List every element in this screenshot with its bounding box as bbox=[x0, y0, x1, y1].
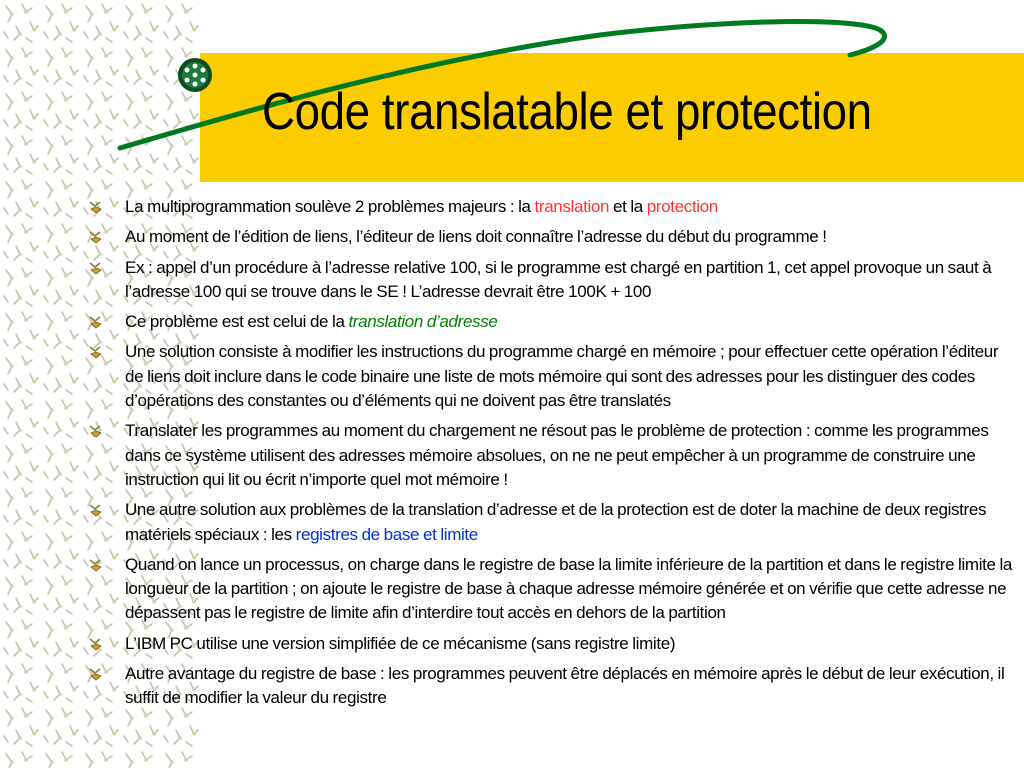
bullet-icon bbox=[88, 638, 104, 652]
slide-title: Code translatable et protection bbox=[262, 83, 872, 141]
bullet-text: Une solution consiste à modifier les instructions du programme chargé en mémoire ; pour effectuer cette opération l’éditeur de liens doit inclure dans le code binaire une liste de mots mémoire qui sont des adresses pour les distinguer des codes d’opérations des constantes ou d’éléments qui ne doivent pas être translatés bbox=[125, 342, 999, 411]
bullet-icon bbox=[88, 668, 104, 682]
bullet-icon bbox=[88, 346, 104, 360]
bullet-icon bbox=[88, 201, 104, 215]
bullet-text: Translater les programmes au moment du chargement ne résout pas le problème de protection : comme les programmes dans ce système utilisent des adresses mémoire absolues, on ne ne peut empêcher à un programme de construire une instruction qui lit ou écrit n’importe quel mot mémoire ! bbox=[125, 421, 989, 489]
highlighted-text: registres de base et limite bbox=[295, 524, 478, 544]
bullet-item bbox=[88, 419, 1018, 492]
bullet-text: Ex : appel d’un procédure à l’adresse relative 100, si le programme est chargé en partition 1, cet appel provoque un saut à l’adresse 100 qui se trouve dans le SE ! L’adresse devrait être 100K + 100 bbox=[125, 257, 992, 301]
bullet-item bbox=[88, 498, 1018, 547]
bullet-item bbox=[88, 195, 1018, 219]
bullet-text: Ce problème est est celui de la bbox=[125, 312, 349, 332]
bullet-item bbox=[88, 256, 1018, 305]
bullet-icon bbox=[88, 504, 104, 518]
bullet-icon bbox=[88, 559, 104, 573]
bullet-text: L’IBM PC utilise une version simplifiée de ce mécanisme (sans registre limite) bbox=[125, 633, 676, 653]
bullet-icon bbox=[88, 425, 104, 439]
bullet-text: Au moment de l’édition de liens, l’éditeur de liens doit connaître l’adresse du début du programme ! bbox=[125, 227, 827, 247]
bullet-item bbox=[88, 632, 1018, 656]
bullet-item bbox=[88, 553, 1018, 626]
bullet-item bbox=[88, 225, 1018, 249]
bullet-text: Autre avantage du registre de base : les programmes peuvent être déplacés en mémoire après le début de leur exécution, il suffit de modifier la valeur du registre bbox=[125, 664, 1005, 708]
bullet-item bbox=[88, 310, 1018, 334]
highlighted-text: protection bbox=[646, 197, 718, 216]
bullet-text: Quand on lance un processus, on charge dans le registre de base la limite inférieure de la partition et dans le registre limite la longueur de la partition ; on ajoute le registre de base à chaque adresse mémoire générée et on vérifie que cette adresse ne dépassent pas le registre de limite afin d’interdire tout accès en dehors de la partition bbox=[125, 554, 1013, 623]
highlighted-text: translation bbox=[534, 197, 610, 216]
bullet-text: et la bbox=[609, 197, 647, 216]
bullet-icon bbox=[88, 316, 104, 330]
bullet-item bbox=[88, 662, 1018, 711]
bullet-icon bbox=[88, 231, 104, 245]
highlighted-text: translation d’adresse bbox=[348, 312, 498, 332]
bullet-text: Une autre solution aux problèmes de la translation d’adresse et de la protection est de doter la machine de deux registres matériels spéciaux : les bbox=[125, 500, 987, 544]
bullet-list bbox=[88, 195, 1018, 717]
bullet-text: La multiprogrammation soulève 2 problèmes majeurs : la bbox=[125, 197, 535, 216]
bullet-icon bbox=[88, 262, 104, 276]
bullet-item bbox=[88, 340, 1018, 413]
